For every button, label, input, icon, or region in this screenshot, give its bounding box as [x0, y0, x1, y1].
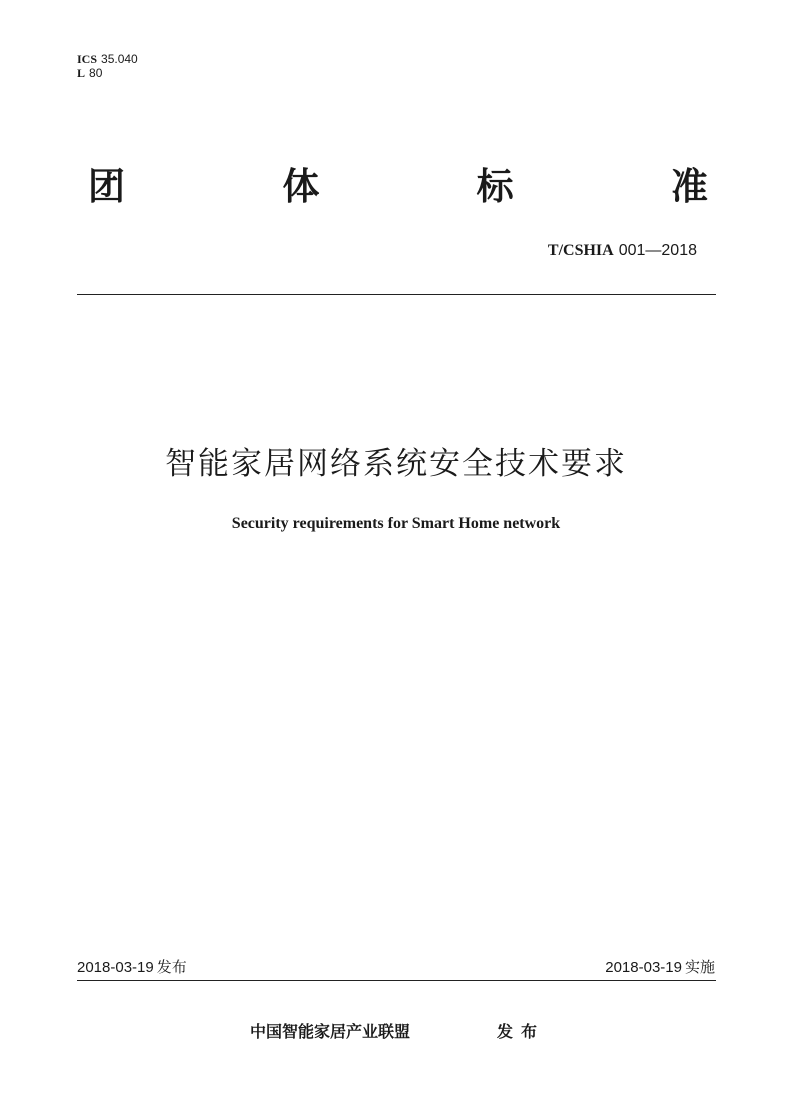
top-divider — [77, 294, 716, 295]
implementation-date-value: 2018-03-19 — [605, 959, 682, 976]
bottom-divider — [77, 980, 716, 981]
ccs-classification — [77, 66, 102, 80]
doc-type-char: 体 — [282, 165, 320, 208]
standard-number — [548, 240, 697, 261]
implementation-date — [605, 957, 715, 978]
title-english: Security requirements for Smart Home network — [231, 515, 561, 532]
ics-label: ICS — [77, 52, 98, 66]
ccs-label: L — [77, 66, 86, 80]
release-date — [77, 957, 187, 978]
release-date-label: 发布 — [156, 958, 187, 976]
ics-code: 35.040 — [101, 52, 138, 66]
standard-code: 001—2018 — [618, 242, 697, 259]
release-date-value: 2018-03-19 — [77, 959, 154, 976]
doc-type-char: 准 — [670, 165, 708, 208]
doc-type-char: 团 — [88, 165, 125, 208]
title-chinese: 智能家居网络系统安全技术要求 — [165, 446, 627, 482]
ics-classification — [77, 52, 138, 66]
standard-prefix: T/CSHIA — [547, 242, 614, 259]
publisher-action: 发布 — [497, 1022, 546, 1041]
document-type-heading — [88, 163, 708, 211]
publisher-name: 中国智能家居产业联盟 — [250, 1022, 411, 1041]
ccs-code: 80 — [89, 66, 103, 80]
implementation-date-label: 实施 — [684, 958, 715, 976]
doc-type-char: 标 — [476, 165, 514, 208]
